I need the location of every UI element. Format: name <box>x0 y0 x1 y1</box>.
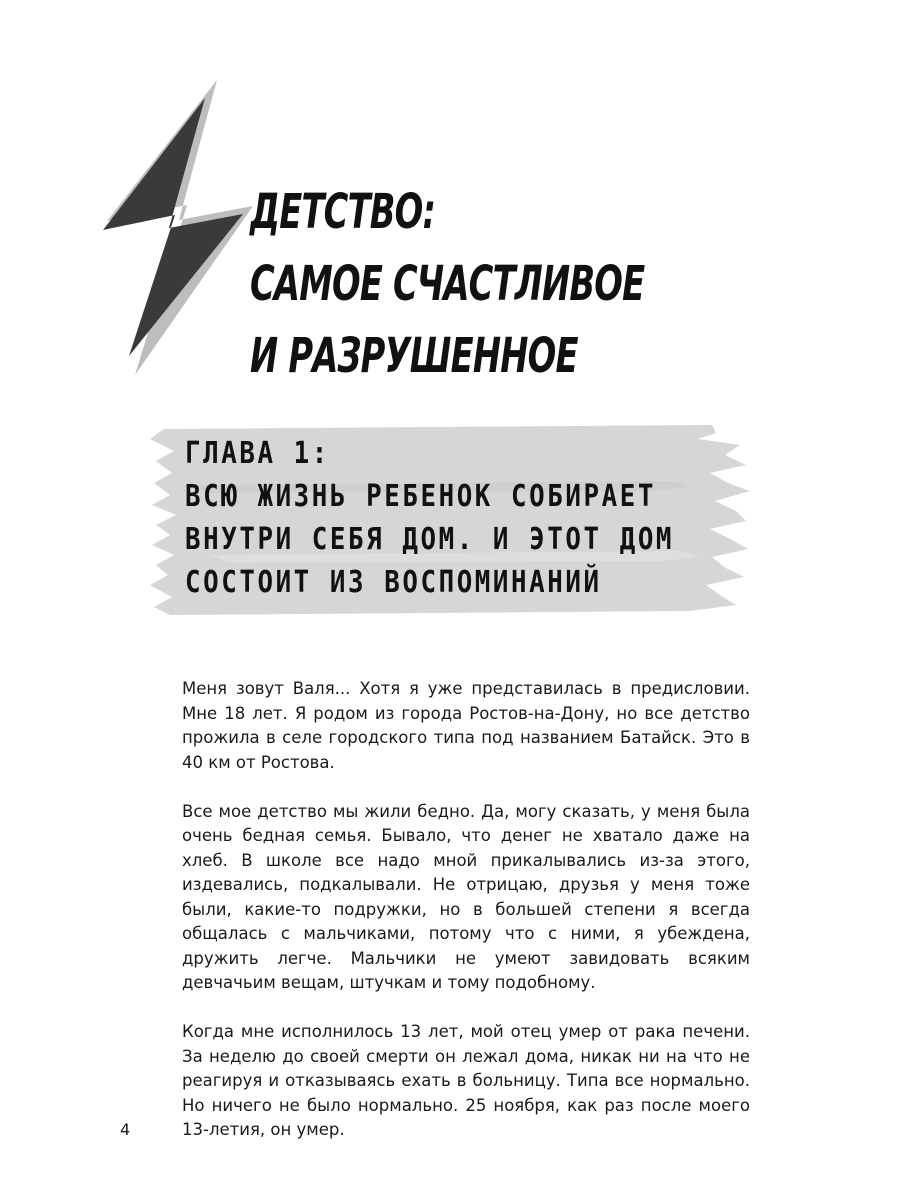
chapter-title-line-1: ВСЮ ЖИЗНЬ РЕБЕНОК СОБИРАЕТ <box>185 479 656 514</box>
part-title-line-2: САМОЕ СЧАСТЛИВОЕ <box>250 256 645 312</box>
chapter-title-line-2: ВНУТРИ СЕБЯ ДОМ. И ЭТОТ ДОМ <box>185 522 675 557</box>
paragraph-3: Когда мне исполнилось 13 лет, мой отец умер от рака печени. За неделю до своей смерти он лежал дома, никак ни на что не реагируя и отказываясь ехать в больницу. Типа все нормально. Но ничего не было нормально. 25 ноября, как раз после моего 13-летия, он умер. <box>182 1022 750 1139</box>
part-title-line-3: И РАЗРУШЕННОЕ <box>250 328 578 384</box>
body-text <box>182 677 750 1143</box>
chapter-heading <box>185 432 718 604</box>
lightning-bolt-icon <box>95 78 265 378</box>
chapter-label: ГЛАВА 1: <box>185 436 330 471</box>
part-title <box>250 176 718 392</box>
paragraph-2: Все мое детство мы жили бедно. Да, могу сказать, у меня была очень бедная семья. Бывало, что денег не хватало даже на хлеб. В школе все надо мной прикалывались из-за этого, издевались, подкалывали. Не отрицаю, друзья у меня тоже были, какие-то подружки, но в большей степени я всегда общалась с мальчиками, потому что с ними, я убеждена, дружить легче. Мальчики не умеют завидовать всяким девчачьим вещам, штучкам и тому подобному. <box>182 801 750 992</box>
part-title-line-1: ДЕТСТВО: <box>250 184 436 240</box>
page-number: 4 <box>120 1120 131 1139</box>
paragraph-1: Меня зовут Валя... Хотя я уже представилась в предисловии. Мне 18 лет. Я родом из города Ростов-на-Дону, но все детство прожила в селе городского типа под названием Батайск. Это в 40 км от Ростова. <box>182 679 750 772</box>
chapter-title-line-3: СОСТОИТ ИЗ ВОСПОМИНАНИЙ <box>185 565 602 600</box>
